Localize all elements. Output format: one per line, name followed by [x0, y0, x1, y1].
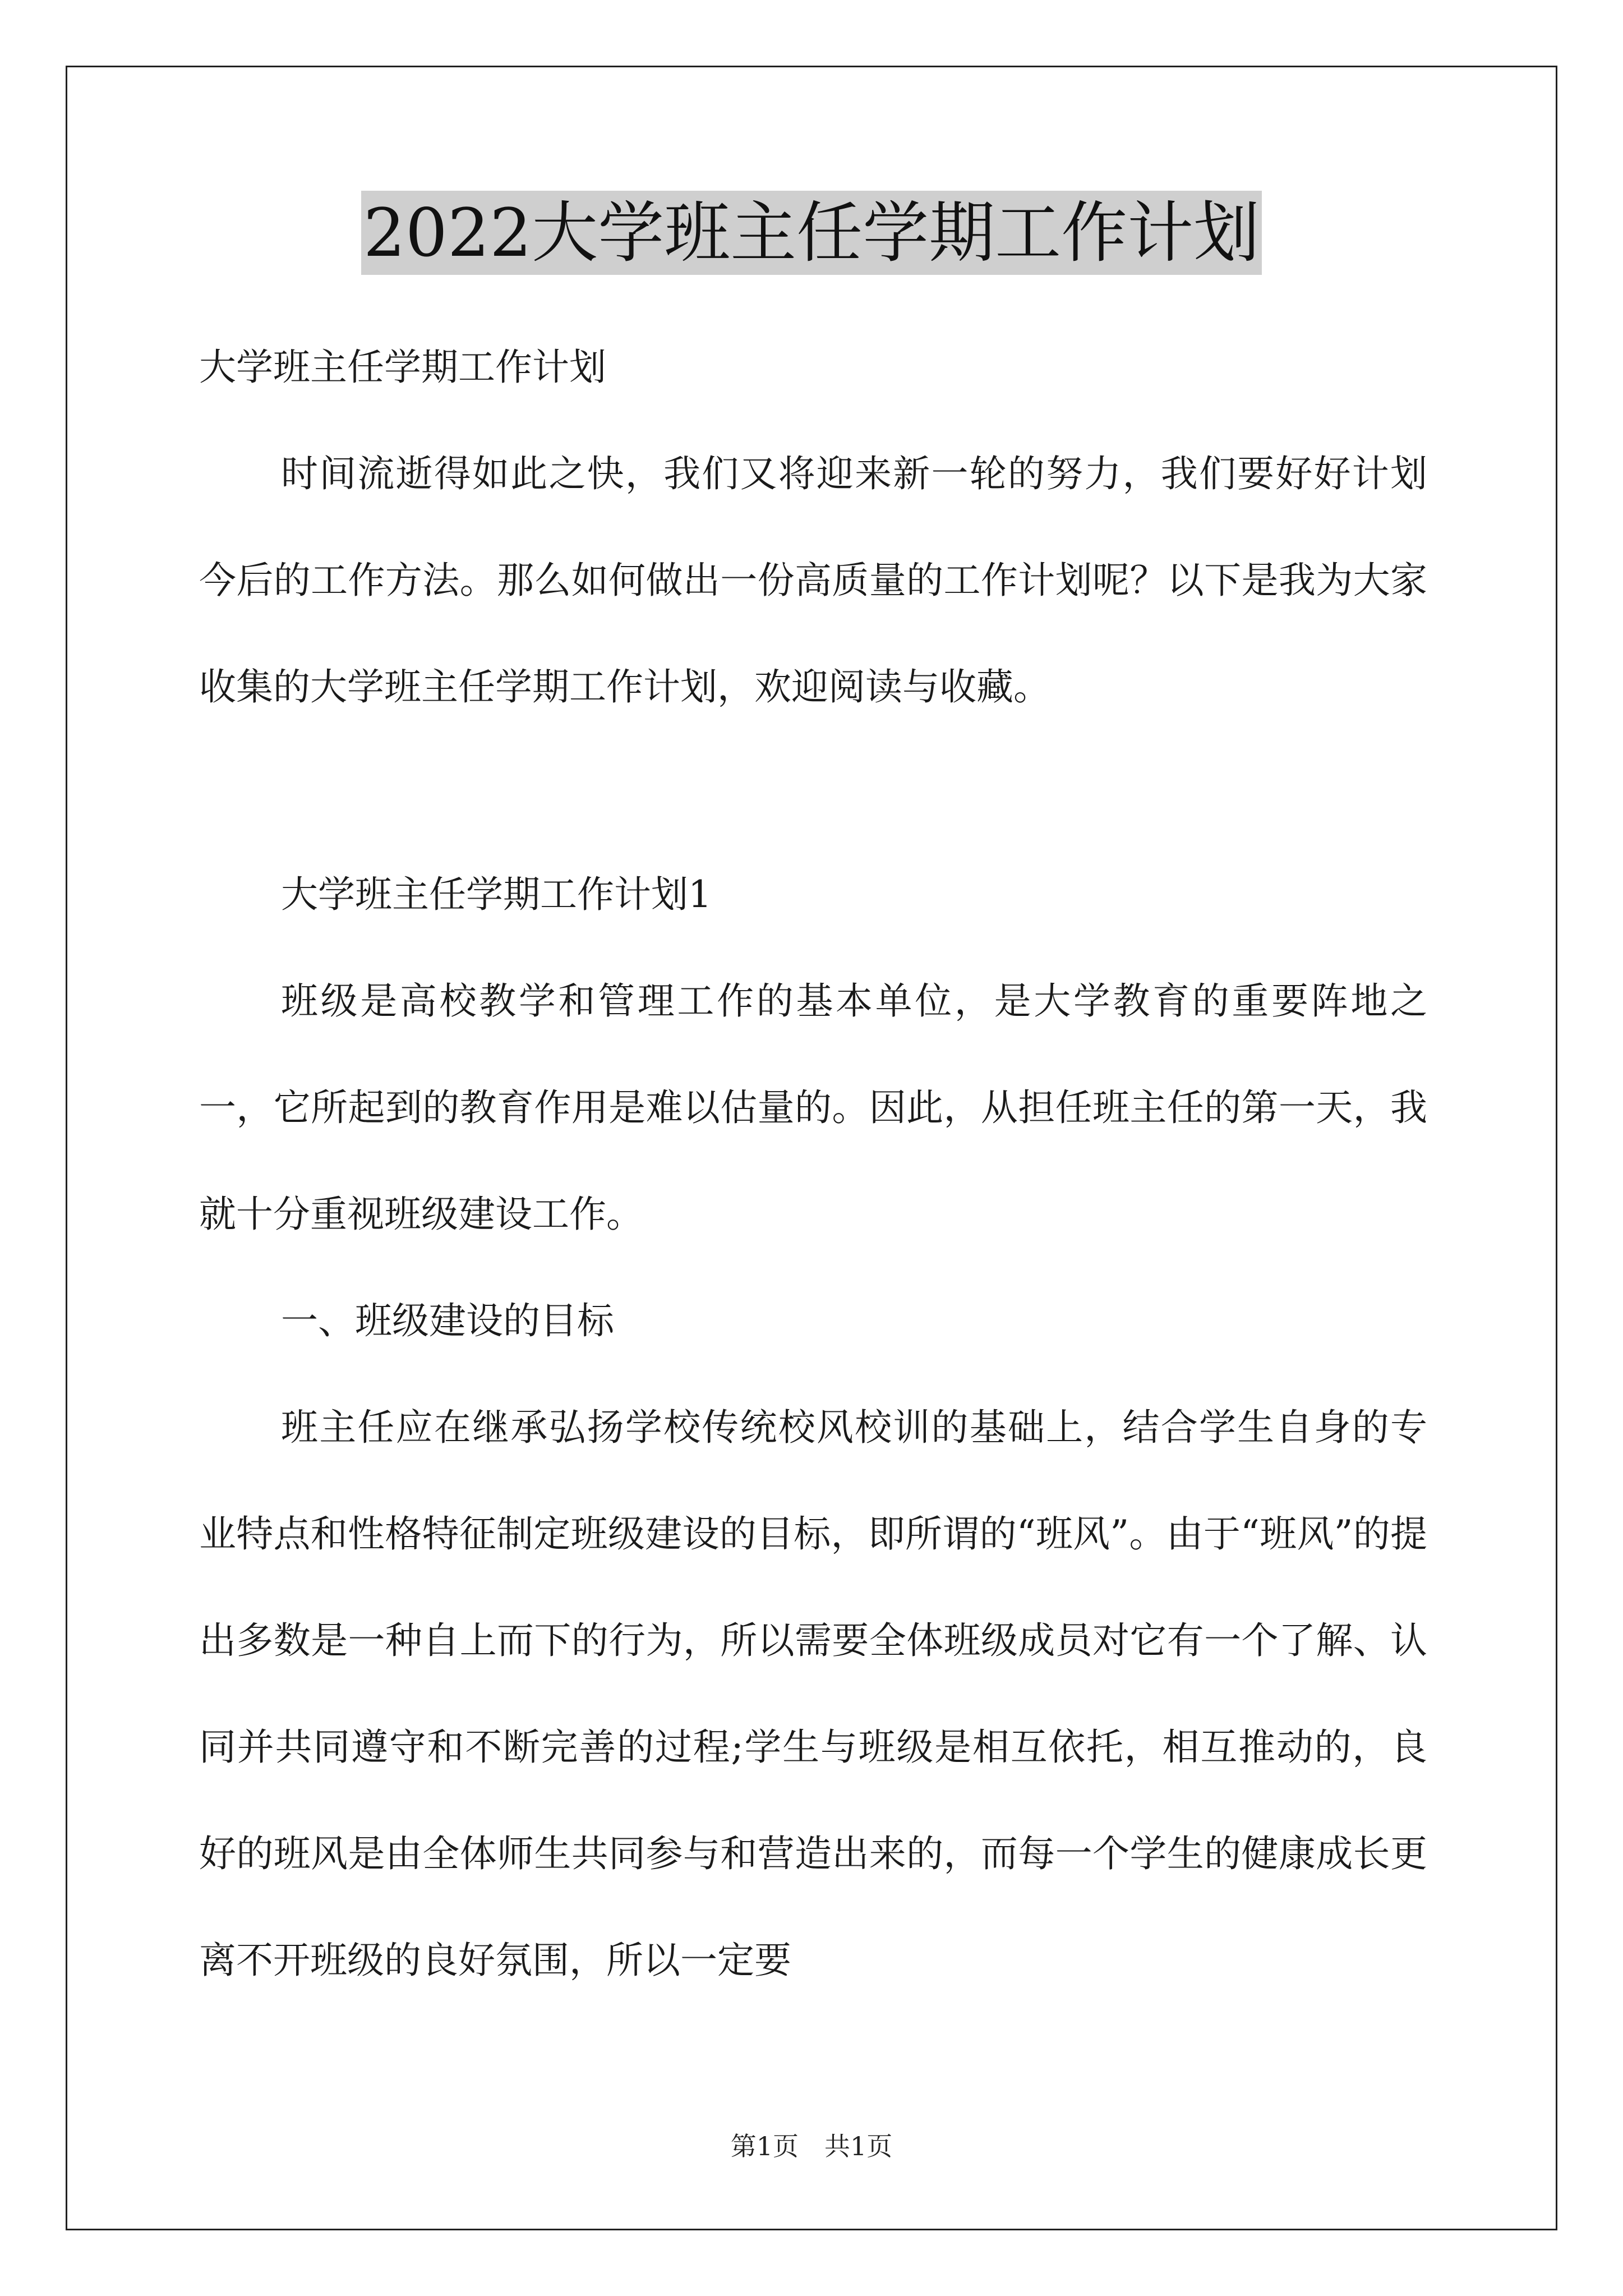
page-number-footer: 第1页 共1页: [730, 2131, 893, 2161]
section-spacer: [199, 740, 1427, 841]
subheading-goals: 一、班级建设的目标: [281, 1299, 614, 1342]
body-paragraph-1: 班级是高校教学和管理工作的基本单位，是大学教育的重要阵地之一，它所起到的教育作用是难以估量的。因此，从担任班主任的第一天，我就十分重视班级建设工作。: [199, 979, 1427, 1236]
section-heading: 大学班主任学期工作计划1: [281, 873, 712, 916]
title-container: [0, 191, 1623, 275]
document-body: [199, 314, 1427, 2014]
document-title: 2022大学班主任学期工作计划: [361, 191, 1262, 275]
intro-paragraph: 时间流逝得如此之快，我们又将迎来新一轮的努力，我们要好好计划今后的工作方法。那么如何做出一份高质量的工作计划呢？以下是我为大家收集的大学班主任学期工作计划，欢迎阅读与收藏。: [199, 452, 1427, 708]
body-paragraph-2: 班主任应在继承弘扬学校传统校风校训的基础上，结合学生自身的专业特点和性格特征制定班级建设的目标，即所谓的“班风”。由于“班风”的提出多数是一种自上而下的行为，所以需要全体班级成员对它有一个了解、认同并共同遵守和不断完善的过程;学生与班级是相互依托，相互推动的，良好的班风是由全体师生共同参与和营造出来的，而每一个学生的健康成长更离不开班级的良好氛围，所以一定要: [199, 1406, 1427, 1982]
document-subtitle: 大学班主任学期工作计划: [199, 346, 606, 389]
